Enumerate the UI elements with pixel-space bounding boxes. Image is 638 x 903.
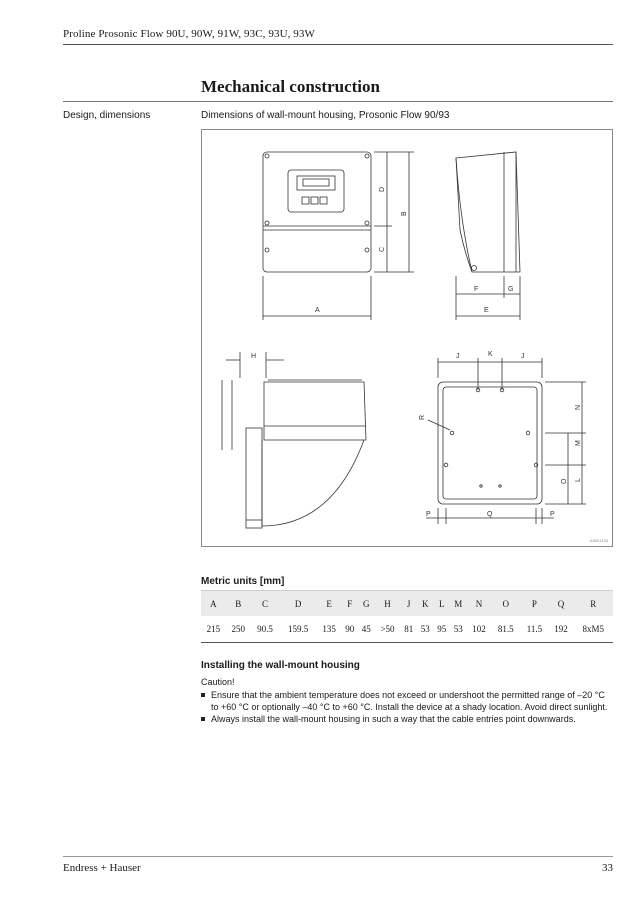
dim-label-j-right: J <box>521 353 525 360</box>
section-rule <box>63 101 613 102</box>
table-cell: 95 <box>433 616 450 643</box>
column-header: M <box>450 591 467 617</box>
table-cell: 90 <box>342 616 359 643</box>
dim-label-q: Q <box>487 511 493 518</box>
column-header: Q <box>549 591 574 617</box>
table-cell: 45 <box>358 616 375 643</box>
dim-label-c: C <box>379 246 386 252</box>
table-cell: >50 <box>375 616 401 643</box>
column-header: E <box>317 591 342 617</box>
column-header: F <box>342 591 359 617</box>
bullet-square-icon <box>201 693 205 697</box>
dimension-drawing <box>201 129 613 547</box>
table-cell: 215 <box>201 616 226 643</box>
metric-heading: Metric units [mm] <box>201 576 285 587</box>
column-header: C <box>251 591 280 617</box>
bullet-square-icon <box>201 717 205 721</box>
column-header: H <box>375 591 401 617</box>
left-label: Design, dimensions <box>63 110 151 121</box>
table-cell: 11.5 <box>520 616 548 643</box>
dimension-drawing-svg <box>202 130 614 548</box>
table-cell: 159.5 <box>280 616 317 643</box>
column-header: D <box>280 591 317 617</box>
install-bullets <box>201 689 613 725</box>
footer-rule <box>63 856 613 857</box>
header-rule <box>63 44 613 45</box>
column-header: L <box>433 591 450 617</box>
running-header: Proline Prosonic Flow 90U, 90W, 91W, 93C, 93U, 93W <box>63 28 315 40</box>
column-header: J <box>400 591 417 617</box>
table-cell: 8xM5 <box>573 616 613 643</box>
column-header: A <box>201 591 226 617</box>
dim-label-p-right: P <box>550 511 555 518</box>
column-header: K <box>417 591 434 617</box>
table-cell: 81 <box>400 616 417 643</box>
page-number: 33 <box>602 862 613 874</box>
dimensions-table <box>201 590 613 643</box>
install-heading: Installing the wall-mount housing <box>201 660 360 671</box>
dim-label-n: N <box>575 404 582 410</box>
dim-label-k: K <box>488 351 493 358</box>
table-row <box>201 616 613 643</box>
section-title: Mechanical construction <box>201 77 380 96</box>
caution-label: Caution! <box>201 677 235 687</box>
dim-label-e: E <box>484 307 489 314</box>
table-cell: 102 <box>467 616 492 643</box>
dim-label-d: D <box>379 186 386 192</box>
dim-label-l: L <box>575 478 582 482</box>
table-cell: 53 <box>417 616 434 643</box>
bullet-text: Ensure that the ambient temperature does not exceed or undershoot the permitted range of –20 °C to +60 °C or optionally –40 °C to +60 °C. Install the device at a shady location. Avoid direct sunlight. <box>211 690 608 712</box>
column-header: N <box>467 591 492 617</box>
table-cell: 90.5 <box>251 616 280 643</box>
column-header: O <box>491 591 520 617</box>
dim-label-a: A <box>315 307 320 314</box>
table-cell: 81.5 <box>491 616 520 643</box>
table-cell: 192 <box>549 616 574 643</box>
figure-caption: Dimensions of wall-mount housing, Prosonic Flow 90/93 <box>201 110 450 121</box>
column-header: B <box>226 591 251 617</box>
figure-id: A0001133 <box>590 538 608 543</box>
table-cell: 53 <box>450 616 467 643</box>
column-header: G <box>358 591 375 617</box>
column-header: P <box>520 591 548 617</box>
dim-label-f: F <box>474 286 479 293</box>
dim-label-o: O <box>561 478 568 484</box>
bullet-item <box>201 689 613 713</box>
bullet-text: Always install the wall-mount housing in such a way that the cable entries point downwards. <box>211 714 576 724</box>
table-cell: 250 <box>226 616 251 643</box>
dim-label-b: B <box>401 211 408 216</box>
table-cell: 135 <box>317 616 342 643</box>
bullet-item <box>201 713 613 725</box>
dim-label-g: G <box>508 286 514 293</box>
dim-label-r: R <box>419 414 426 420</box>
dim-label-j-left: J <box>456 353 460 360</box>
footer-brand: Endress + Hauser <box>63 862 141 874</box>
dim-label-p-left: P <box>426 511 431 518</box>
dim-label-m: M <box>575 440 582 446</box>
column-header: R <box>573 591 613 617</box>
dim-label-h: H <box>251 353 257 360</box>
table-header-row <box>201 591 613 617</box>
